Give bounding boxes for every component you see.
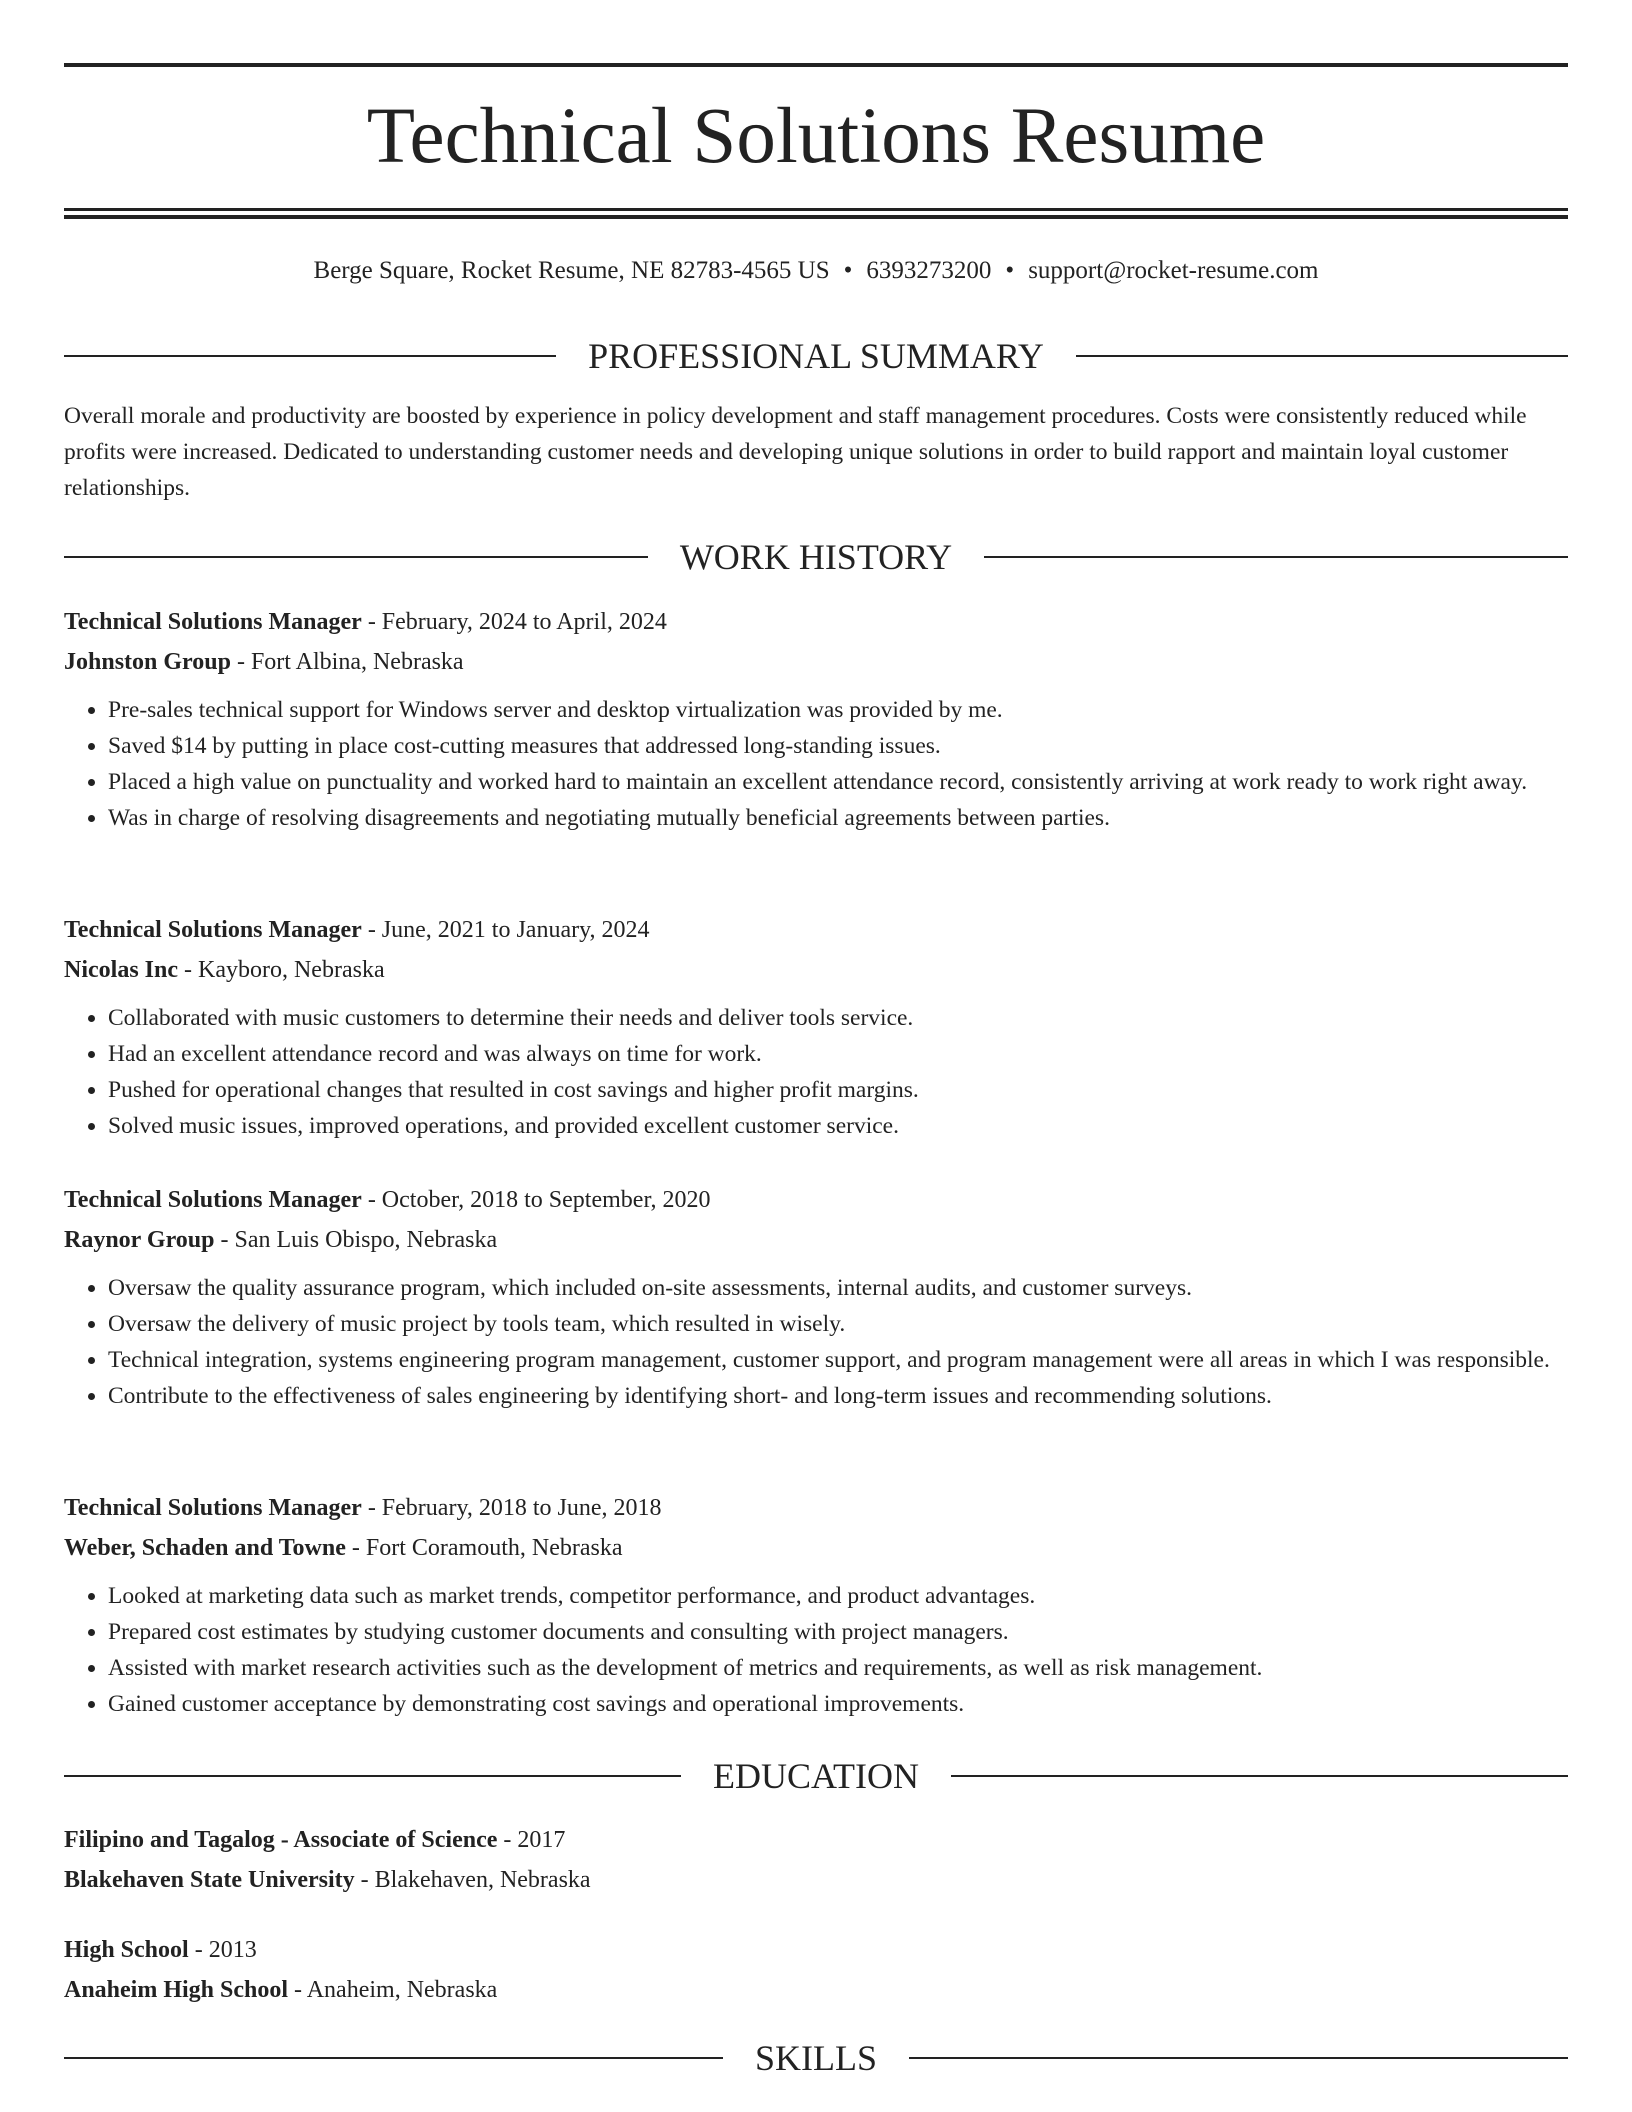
job-location: - Kayboro, Nebraska xyxy=(178,957,385,983)
education-entry xyxy=(64,1930,1568,2010)
list-item: • Gained customer acceptance by demonstrating cost savings and operational improvements. xyxy=(108,1686,1568,1722)
job-dates: - October, 2018 to September, 2020 xyxy=(361,1187,711,1213)
job-company-line xyxy=(64,950,1568,990)
heading-rule xyxy=(64,1775,681,1777)
job-title-line xyxy=(64,910,1568,950)
title-rule-upper xyxy=(64,208,1568,211)
heading-rule xyxy=(909,2057,1568,2059)
heading-rule xyxy=(951,1775,1568,1777)
job-company-line xyxy=(64,1528,1568,1568)
heading-rule xyxy=(64,355,556,357)
list-item: • Collaborated with music customers to determine their needs and deliver tools service. xyxy=(108,1000,1568,1036)
list-item: • Contribute to the effectiveness of sales engineering by identifying short- and long-term issues and recommending solutions. xyxy=(108,1378,1568,1414)
section-title: EDUCATION xyxy=(713,1756,919,1796)
job-title-line xyxy=(64,602,1568,642)
school-location: - Blakehaven, Nebraska xyxy=(354,1867,591,1893)
job-title-line xyxy=(64,1488,1568,1528)
job-bullets xyxy=(64,1270,1568,1414)
school: Blakehaven State University xyxy=(64,1867,355,1893)
section-heading-education xyxy=(64,1754,1568,1798)
job-company: Weber, Schaden and Towne xyxy=(64,1535,346,1561)
summary-block xyxy=(64,398,1568,506)
contact-line xyxy=(64,254,1568,288)
list-item: • Oversaw the quality assurance program, which included on-site assessments, internal audits, and customer surveys. xyxy=(108,1270,1568,1306)
heading-rule xyxy=(1076,355,1568,357)
contact-separator: • xyxy=(1005,257,1015,284)
heading-rule xyxy=(64,2057,723,2059)
list-item: • Looked at marketing data such as market trends, competitor performance, and product advantages. xyxy=(108,1578,1568,1614)
job-entry xyxy=(64,1180,1568,1414)
job-dates: - February, 2018 to June, 2018 xyxy=(361,1495,662,1521)
list-item: • Pushed for operational changes that resulted in cost savings and higher profit margins. xyxy=(108,1072,1568,1108)
section-heading-skills xyxy=(64,2036,1568,2080)
degree-line xyxy=(64,1930,1568,1970)
list-item: • Oversaw the delivery of music project by tools team, which resulted in wisely. xyxy=(108,1306,1568,1342)
job-company: Johnston Group xyxy=(64,649,231,675)
job-bullets xyxy=(64,1000,1568,1144)
list-item: • Saved $14 by putting in place cost-cutting measures that addressed long-standing issues. xyxy=(108,728,1568,764)
list-item: • Prepared cost estimates by studying customer documents and consulting with project managers. xyxy=(108,1614,1568,1650)
list-item: • Pre-sales technical support for Windows server and desktop virtualization was provided by me. xyxy=(108,692,1568,728)
job-bullets xyxy=(64,1578,1568,1722)
degree-line xyxy=(64,1820,1568,1860)
job-dates: - June, 2021 to January, 2024 xyxy=(361,917,650,943)
job-company-line xyxy=(64,1220,1568,1260)
degree: High School xyxy=(64,1937,189,1963)
heading-rule xyxy=(984,556,1568,558)
school-line xyxy=(64,1860,1568,1900)
job-title: Technical Solutions Manager xyxy=(64,1495,362,1521)
section-title: WORK HISTORY xyxy=(679,537,953,577)
list-item: • Assisted with market research activities such as the development of metrics and requirements, as well as risk management. xyxy=(108,1650,1568,1686)
job-entry xyxy=(64,602,1568,836)
contact-phone: 6393273200 xyxy=(866,257,992,284)
list-item: • Had an excellent attendance record and was always on time for work. xyxy=(108,1036,1568,1072)
job-title: Technical Solutions Manager xyxy=(64,609,362,635)
heading-rule xyxy=(64,556,648,558)
page-title: Technical Solutions Resume xyxy=(366,93,1266,180)
school-line xyxy=(64,1970,1568,2010)
degree-year: - 2013 xyxy=(188,1937,257,1963)
school-location: - Anaheim, Nebraska xyxy=(288,1977,498,2003)
contact-address: Berge Square, Rocket Resume, NE 82783-4565 US xyxy=(313,257,830,284)
job-title-line xyxy=(64,1180,1568,1220)
job-dates: - February, 2024 to April, 2024 xyxy=(361,609,667,635)
list-item: • Was in charge of resolving disagreements and negotiating mutually beneficial agreements between parties. xyxy=(108,800,1568,836)
job-location: - Fort Coramouth, Nebraska xyxy=(345,1535,623,1561)
job-location: - Fort Albina, Nebraska xyxy=(230,649,464,675)
section-title: SKILLS xyxy=(755,2038,878,2078)
job-company-line xyxy=(64,642,1568,682)
list-item: • Solved music issues, improved operations, and provided excellent customer service. xyxy=(108,1108,1568,1144)
job-entry xyxy=(64,910,1568,1144)
contact-separator: • xyxy=(843,257,853,284)
summary-text: Overall morale and productivity are boosted by experience in policy development and staff management procedures. Costs were consistently reduced while profits were increased. Dedicated to understanding customer needs and developing unique solutions in order to build rapport and maintain loyal customer relationships. xyxy=(64,403,1527,501)
section-heading-summary xyxy=(64,334,1568,378)
title-rule-lower xyxy=(64,215,1568,219)
contact-email[interactable]: support@rocket-resume.com xyxy=(1028,257,1319,284)
list-item: • Technical integration, systems engineering program management, customer support, and program management were all areas in which I was responsible. xyxy=(108,1342,1568,1378)
section-title: PROFESSIONAL SUMMARY xyxy=(588,336,1044,376)
job-title: Technical Solutions Manager xyxy=(64,917,362,943)
job-company: Nicolas Inc xyxy=(64,957,178,983)
school: Anaheim High School xyxy=(64,1977,289,2003)
education-entry xyxy=(64,1820,1568,1900)
list-item: • Placed a high value on punctuality and worked hard to maintain an excellent attendance record, consistently arriving at work ready to work right away. xyxy=(108,764,1568,800)
degree: Filipino and Tagalog - Associate of Science xyxy=(64,1827,498,1853)
job-entry xyxy=(64,1488,1568,1722)
job-bullets xyxy=(64,692,1568,836)
job-title: Technical Solutions Manager xyxy=(64,1187,362,1213)
job-location: - San Luis Obispo, Nebraska xyxy=(214,1227,498,1253)
section-heading-work xyxy=(64,535,1568,579)
degree-year: - 2017 xyxy=(497,1827,566,1853)
job-company: Raynor Group xyxy=(64,1227,215,1253)
top-rule xyxy=(64,63,1568,67)
